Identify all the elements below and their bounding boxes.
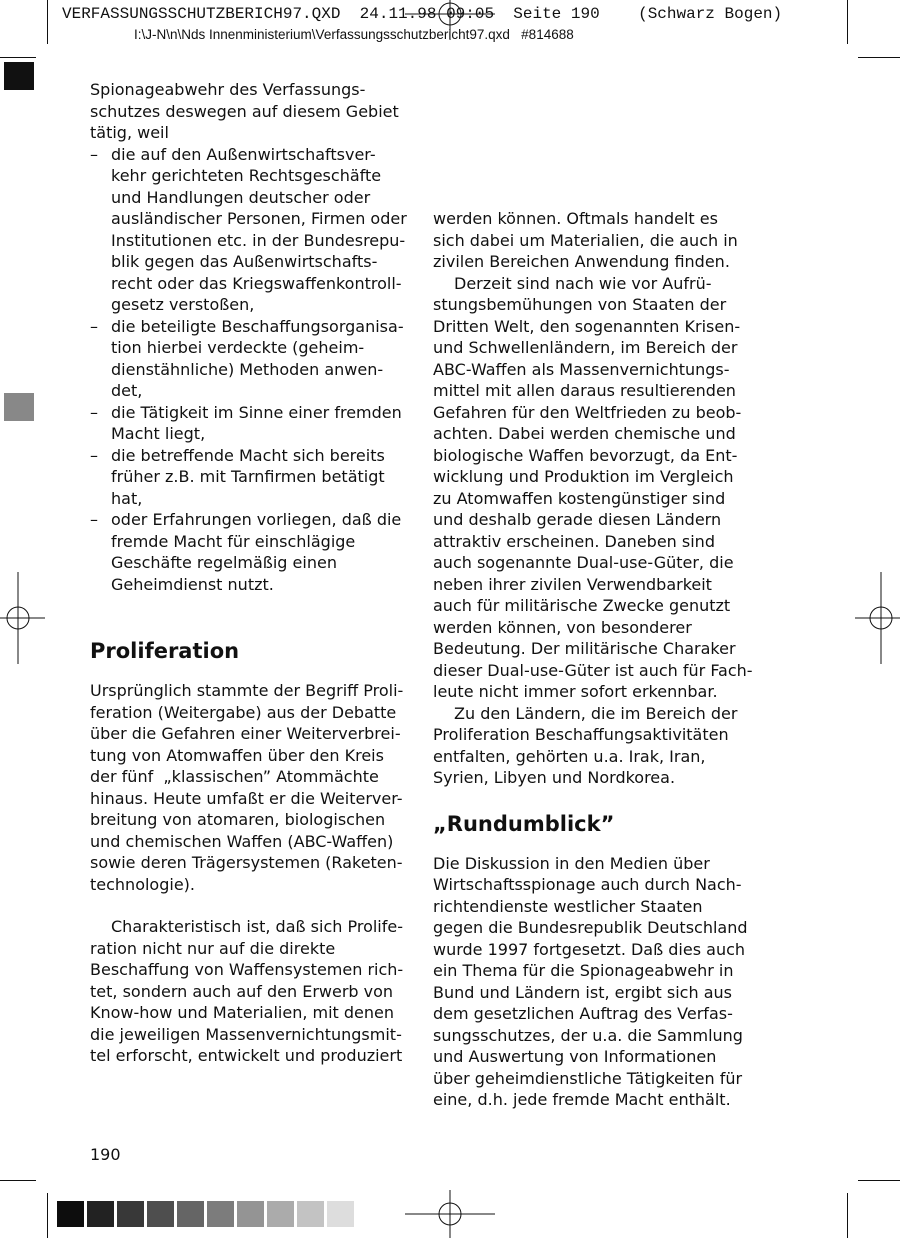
list-item-text: die auf den Außenwirtschaftsver- kehr gerichteten Rechtsgeschäfte und Handlungen deutscher oder ausländischer Personen, Firmen oder Institutionen etc. in der Bundesrepu- blik gegen das Außenwirtschafts- recht oder das Kriegswaffenkontroll- gesetz verstoßen, <box>111 144 407 314</box>
crop-mark <box>858 1180 900 1181</box>
crop-mark <box>858 57 900 58</box>
color-swatch <box>177 1201 204 1227</box>
slug-line-path: I:\J-N\n\Nds Innenministerium\Verfassungsschutzbericht97.qxd #814688 <box>134 27 574 42</box>
crop-mark <box>847 1193 848 1238</box>
color-swatch <box>267 1201 294 1227</box>
paragraph-armament: Derzeit sind nach wie vor Aufrü- stungsbemühungen von Staaten der Dritten Welt, den sogenannten Krisen- und Schwellenländern, im Bereich der ABC-Waffen als Massenvernichtungs- mittel mit allen daraus resultierenden Gefahren für den Weltfrieden zu beob- achten. Dabei werden chemische und biologische Waffen bevorzugt, da Ent- wicklung und Produktion im Vergleich zu Atomwaffen kostengünstiger sind und deshalb gerade diesen Ländern attraktiv erscheinen. Daneben sind auch sogenannte Dual-use-Güter, die neben ihrer zivilen Verwendbarkeit auch für militärische Zwecke genutzt werden können, von besonderer Bedeutung. Der militärische Charaker dieser Dual-use-Güter ist auch für Fach- leute nicht immer sofort erkennbar. <box>433 273 753 701</box>
heading-proliferation: Proliferation <box>90 639 240 663</box>
thumb-marker-black <box>4 62 34 90</box>
left-intro: Spionageabwehr des Verfassungs- schutzes deswegen auf diesem Gebiet tätig, weil <box>90 80 399 142</box>
dash-bullet: – <box>90 316 98 336</box>
list-item-text: oder Erfahrungen vorliegen, daß die fremde Macht für einschlägige Geschäfte regelmäßig einen Geheimdienst nutzt. <box>111 510 402 594</box>
registration-mark-right-icon <box>855 572 900 664</box>
slug-line-file: VERFASSUNGSSCHUTZBERICH97.QXD 24.11.98 09:05 Seite 190 (Schwarz Bogen) <box>62 5 783 23</box>
list-item-text: die betreffende Macht sich bereits früher z.B. mit Tarnfirmen betätigt hat, <box>111 445 385 508</box>
dash-bullet: – <box>90 144 98 164</box>
left-column <box>90 79 410 1067</box>
registration-mark-left-icon <box>0 572 45 664</box>
list-item <box>90 445 410 510</box>
dash-bullet: – <box>90 510 98 529</box>
list-item <box>90 402 410 445</box>
crop-mark <box>47 0 48 44</box>
heading-rundumblick: „Rundumblick” <box>433 811 615 836</box>
list-item <box>90 509 410 595</box>
right-column <box>433 208 753 1111</box>
registration-mark-top-icon <box>405 0 495 40</box>
color-swatch <box>237 1201 264 1227</box>
paragraph-rundumblick: Die Diskussion in den Medien über Wirtschaftsspionage auch durch Nach- richtendienste westlicher Staaten gegen die Bundesrepublik Deutschland wurde 1997 fortgesetzt. Daß dies auch ein Thema für die Spionageabwehr in Bund und Ländern ist, ergibt sich aus dem gesetzlichen Auftrag des Verfas- sungsschutzes, der u.a. die Sammlung und Auswertung von Informationen über geheimdienstliche Tätigkeiten für eine, d.h. jede fremde Macht enthält. <box>433 853 748 1109</box>
color-swatch <box>117 1201 144 1227</box>
registration-mark-bottom-icon <box>405 1190 495 1238</box>
paragraph-materials: werden können. Oftmals handelt es sich dabei um Materialien, die auch in zivilen Bereichen Anwendung finden. <box>433 209 738 271</box>
color-swatch <box>327 1201 354 1227</box>
color-swatch <box>147 1201 174 1227</box>
crop-mark <box>847 0 848 44</box>
crop-mark <box>0 1180 36 1181</box>
paragraph-proliferation-definition: Ursprünglich stammte der Begriff Proli- feration (Weitergabe) aus der Debatte über die Gefahren einer Weiterverbrei- tung von Atomwaffen über den Kreis der fünf „klassischen” Atommächte hinaus. Heute umfaßt er die Weiterver- breitung von atomaren, biologischen und chemischen Waffen (ABC-Waffen) sowie deren Trägersystemen (Raketen- technologie). <box>90 681 404 894</box>
list-item <box>90 316 410 402</box>
paragraph-countries: Zu den Ländern, die im Bereich der Proliferation Beschaffungsaktivitäten entfalten, gehörten u.a. Irak, Iran, Syrien, Libyen und Nordkorea. <box>433 703 738 787</box>
color-swatch <box>87 1201 114 1227</box>
dash-bullet: – <box>90 402 98 422</box>
crop-mark <box>0 57 36 58</box>
thumb-marker-gray <box>4 393 34 421</box>
list-item <box>90 144 410 316</box>
crop-mark <box>47 1193 48 1238</box>
page-number: 190 <box>90 1145 121 1164</box>
list-item-text: die Tätigkeit im Sinne einer fremden Macht liegt, <box>111 402 402 443</box>
dash-bullet: – <box>90 445 98 465</box>
color-swatch <box>297 1201 324 1227</box>
color-swatch <box>57 1201 84 1227</box>
paragraph-proliferation-characteristics: Charakteristisch ist, daß sich Prolife- ration nicht nur auf die direkte Beschaffung von Waffensystemen rich- tet, sondern auch auf den Erwerb von Know-how und Materialien, mit denen die jeweiligen Massenvernichtungsmit- tel erforscht, entwickelt und produziert <box>90 917 404 1065</box>
list-item-text: die beteiligte Beschaffungsorganisa- tion hierbei verdeckte (geheim- dienstähnliche) Methoden anwen- det, <box>111 316 404 400</box>
left-bullet-list <box>90 144 410 596</box>
color-swatch <box>207 1201 234 1227</box>
